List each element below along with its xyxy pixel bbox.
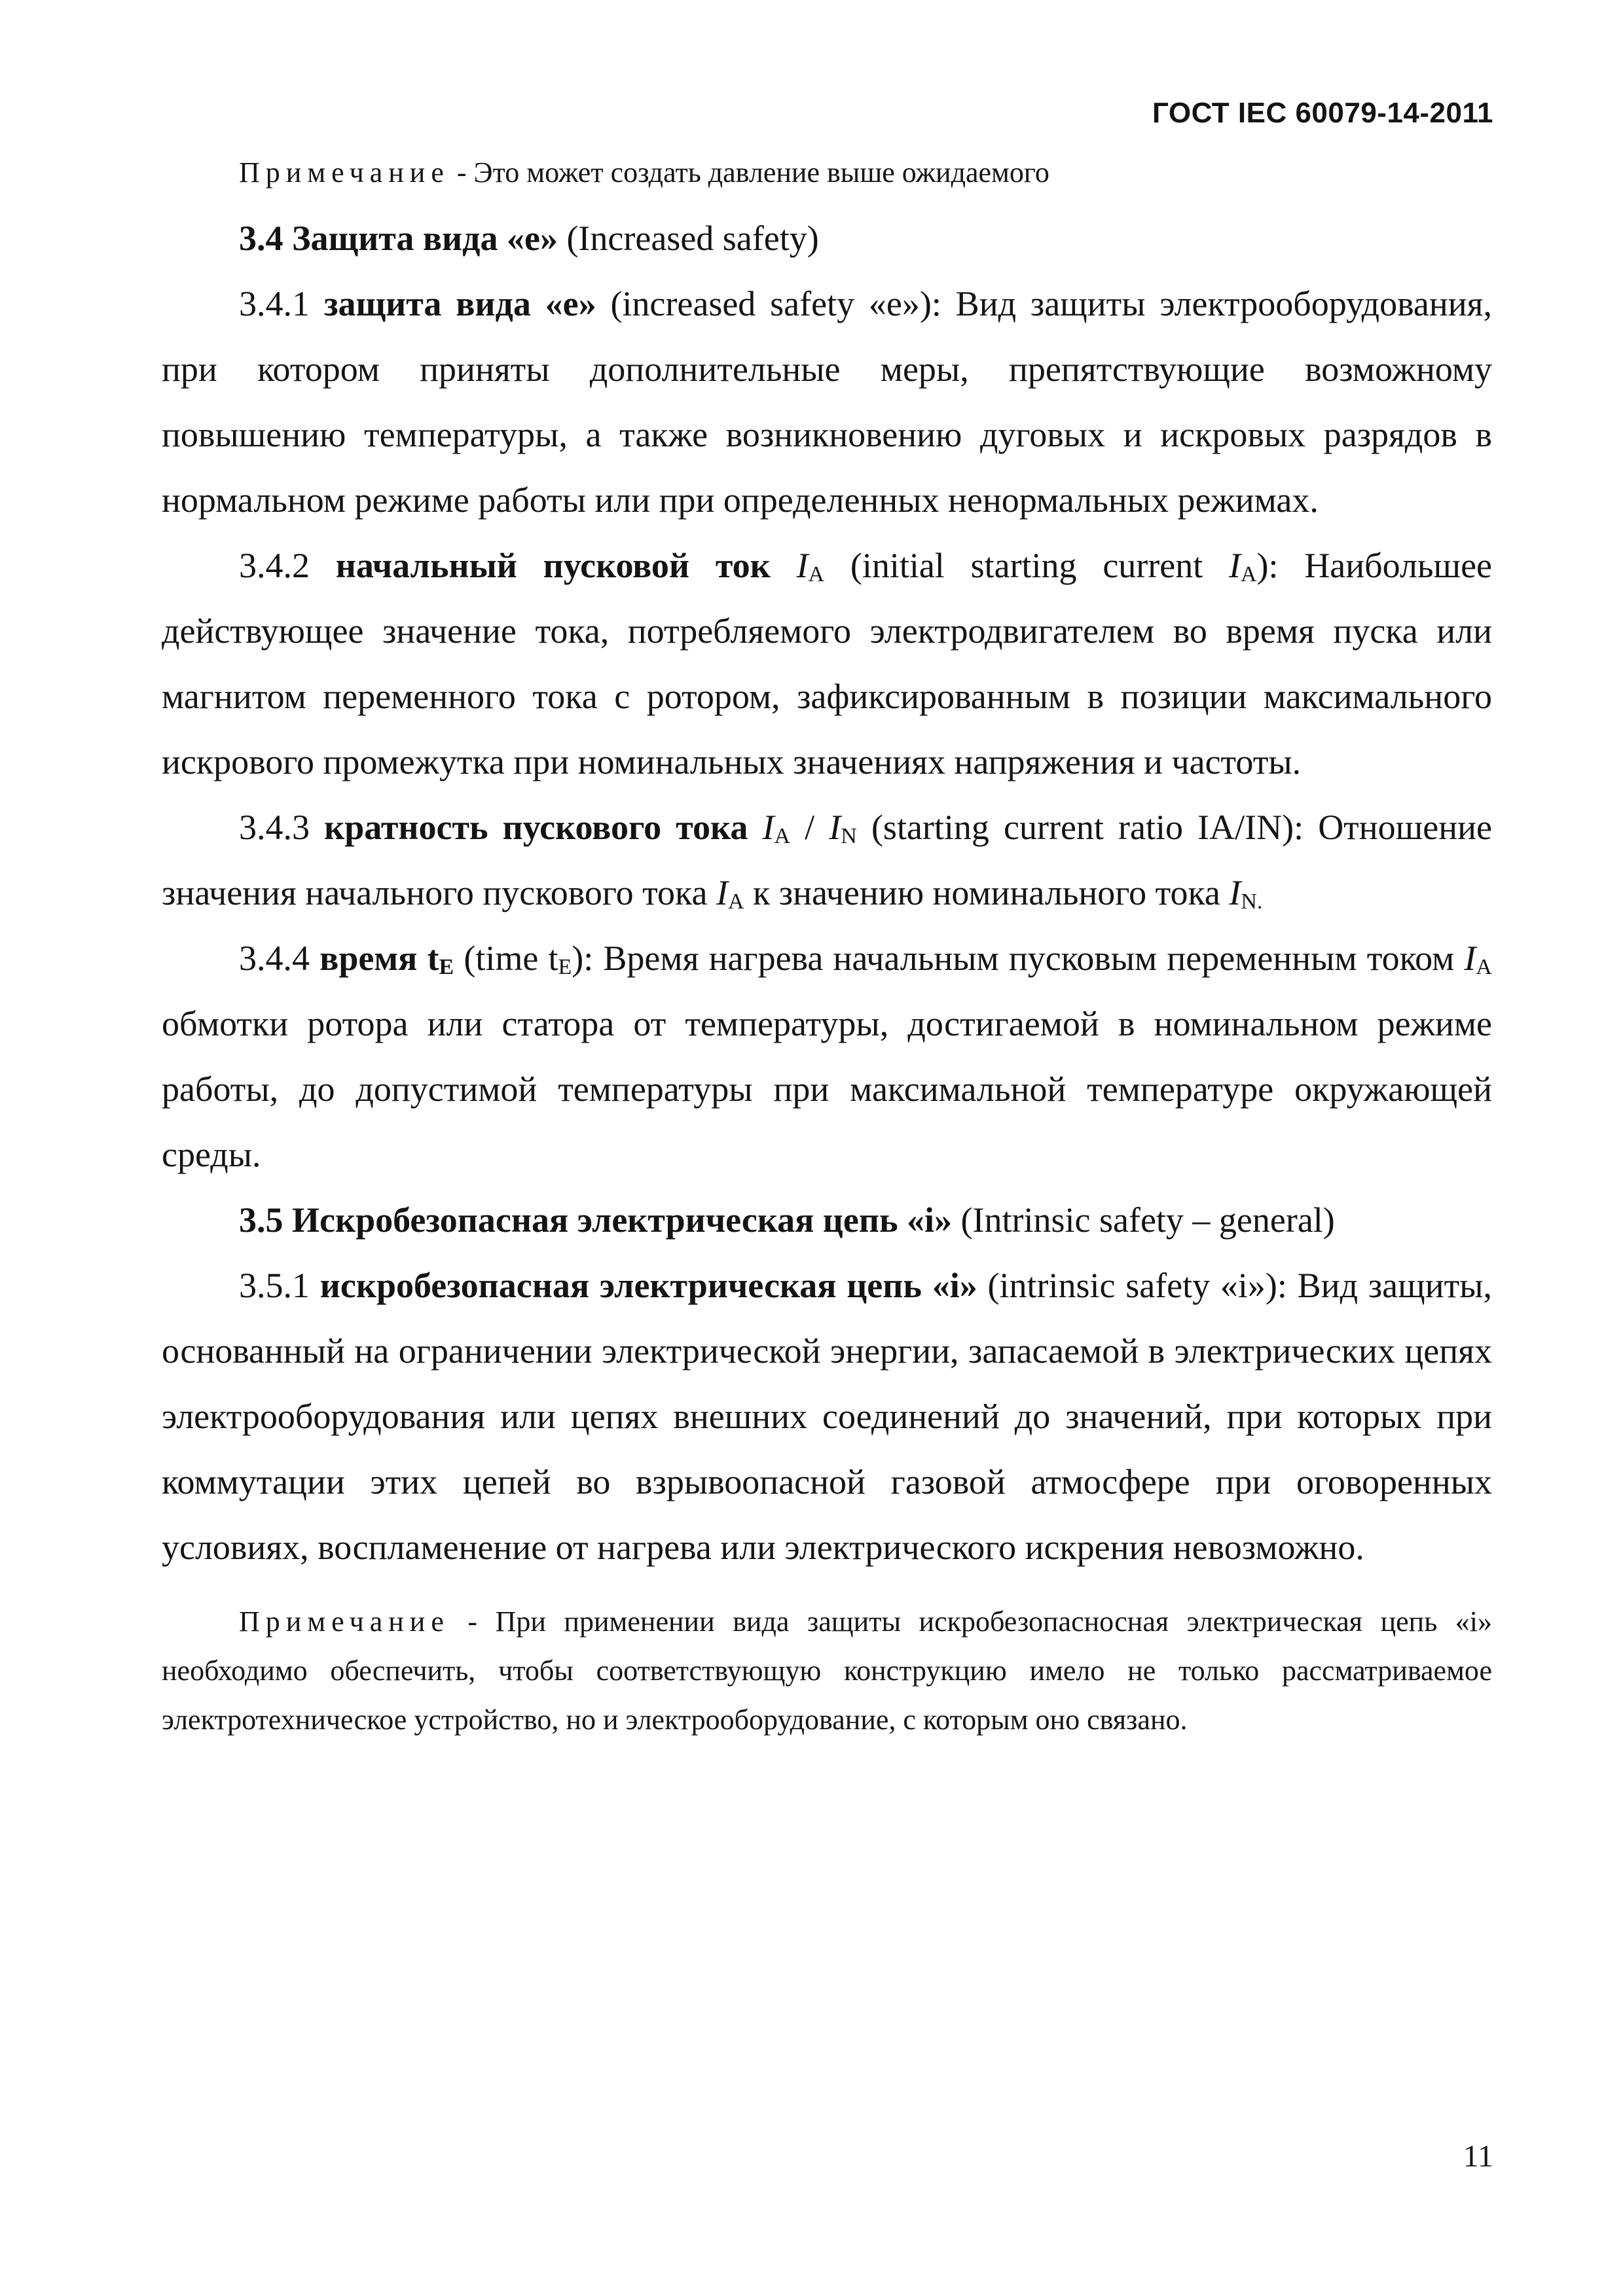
clause-term: кратность пускового тока [324,808,748,847]
clause-definition: Вид защиты, основанный на ограничении электрической энергии, запасаемой в электрических цепях электрооборудования или цепях внешних соединений до значений, при которых при коммутации этих цепей во взрывоопасной газовой атмосфере при оговоренных условиях, воспламенение от нагрева или электрического искрения невозможно. [162,1266,1492,1567]
section-english: (Increased safety) [557,219,819,258]
section-heading-3-4 [162,206,1492,271]
clause-english-close: ): [1256,546,1305,585]
clause-number: 3.4.4 [239,939,320,978]
clause-3-4-4 [162,925,1492,1187]
clause-number: 3.4.3 [239,808,325,847]
symbol-i: I [716,873,728,912]
section-english: (Intrinsic safety – general) [952,1200,1335,1240]
section-title: Искробезопасная электрическая цепь «i» [292,1200,953,1240]
clause-definition-2: обмотки ротора или статора от температуры, достигаемой в номинальном режиме работы, до допустимой температуры при максимальной температуре окружающей среды. [162,1004,1492,1174]
term-subscript-e: E [439,955,454,979]
note-dash: - [449,1605,496,1638]
subscript-n: N [841,824,857,848]
english-subscript-e: E [558,955,572,979]
subscript-a: A [1240,562,1257,586]
note-text: Это может создать давление выше ожидаемого [473,156,1049,188]
clause-number: 3.4.2 [239,546,336,585]
symbol-i: I [1464,939,1476,978]
section-heading-3-5 [162,1187,1492,1253]
clause-definition: Наибольшее действующее значение тока, потребляемого электродвигателем во время пуска или магнитом переменного тока с ротором, зафиксированным в позиции максимального искрового промежутка при номинальных значениях напряжения и частоты. [162,546,1493,781]
clause-term: защита вида «е» [323,284,596,323]
note-dash: - [449,156,474,188]
subscript-a: A [774,824,791,848]
clause-term: искробезопасная электрическая цепь «i» [319,1266,977,1305]
symbol-i: I [762,808,775,847]
clause-term: начальный пусковой ток [335,546,771,585]
note-label: Примечание [239,156,450,188]
clause-english: (increased safety «e»): [596,284,956,323]
symbol-i: I [829,808,841,847]
note-bottom [162,1597,1492,1744]
symbol-i: I [1229,546,1241,585]
clause-term: время t [319,939,439,978]
subscript-a: A [1476,955,1492,979]
clause-definition: Вид защиты электрооборудования, при котором приняты дополнительные меры, препятствующие возможному повышению температуры, а также возникновению дуговых и искровых разрядов в нормальном режиме работы или при определенных ненормальных режимах. [162,284,1492,520]
clause-definition-1: Время нагрева начальным пусковым переменным током [603,939,1465,978]
clause-3-4-2 [162,533,1492,795]
clause-number: 3.4.1 [239,284,324,323]
clause-3-4-1 [162,271,1492,533]
subscript-a: A [727,889,744,914]
symbol-i: I [796,546,809,585]
ratio-slash: / [790,808,830,847]
clause-english: (starting current ratio IA/IN): [856,808,1319,847]
clause-3-4-3 [162,795,1492,925]
note-text: При применении вида защиты искробезопасносная электрическая цепь «i» необходимо обеспечить, чтобы соответствующую конструкцию имело не только рассматриваемое электротехническое устройство, но и электрооборудование, с которым оно связано. [162,1605,1493,1736]
section-title: Защита вида «е» [292,219,558,258]
document-body [162,149,1492,1744]
clause-number: 3.5.1 [239,1266,320,1305]
clause-definition-2: к значению номинального тока [744,873,1230,912]
clause-english-close: ): [572,939,604,978]
section-number: 3.5 [239,1200,283,1240]
clause-3-5-1 [162,1253,1492,1580]
subscript-a: A [808,562,825,586]
clause-english: (intrinsic safety «i»): [977,1266,1298,1305]
clause-english-open: (initial starting current [824,546,1229,585]
subscript-n-end: N. [1241,889,1263,914]
section-number: 3.4 [239,219,283,258]
clause-english-open: (time t [454,939,558,978]
page-number: 11 [1463,2139,1493,2174]
clause-definition-1: Отношение значения начального пускового тока [162,808,1492,912]
note-label: Примечание [239,1605,450,1638]
standard-code: ГОСТ IEC 60079-14-2011 [1152,97,1493,129]
note-top [162,149,1492,196]
symbol-i: I [1229,873,1241,912]
